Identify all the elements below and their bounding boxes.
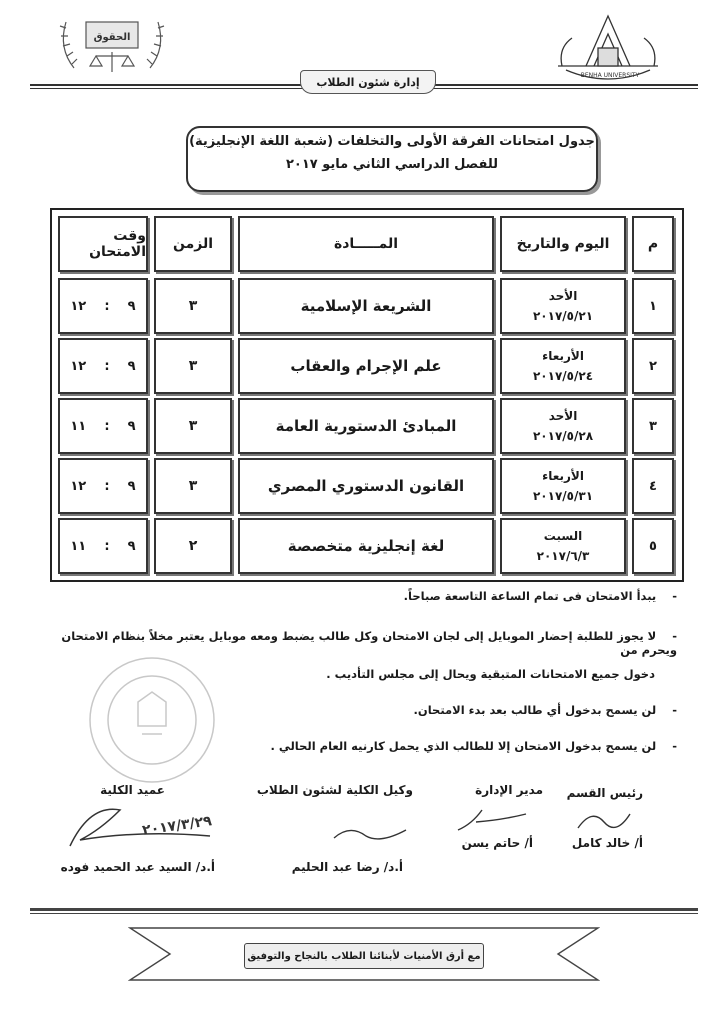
time-from: ٩	[127, 418, 136, 434]
sig-title-dean: عميد الكلية	[100, 783, 165, 797]
time-sep: :	[104, 298, 110, 314]
row-day-date	[500, 398, 626, 454]
note-item: -لن يسمح بدخول أي طالب بعد بدء الامتحان.	[413, 703, 677, 717]
row-day-date	[500, 278, 626, 334]
row-day: الأربعاء	[542, 349, 584, 363]
time-to: ١٢	[70, 298, 87, 314]
note-text: لا يجوز للطلبة إحضار الموبايل إلى لجان الامتحان وكل طالب يضبط ومعه موبايل يعتبر مخلاً بنظام الامتحان ويحرم من	[61, 629, 677, 657]
time-from: ٩	[127, 358, 136, 374]
row-time	[58, 518, 148, 574]
header-num: م	[632, 216, 674, 272]
logo-right-text: BENHA UNIVERSITY	[580, 72, 640, 79]
note-item: -يبدأ الامتحان فى تمام الساعة التاسعة صباحاً.	[403, 589, 677, 603]
table-row	[56, 518, 678, 574]
time-from: ٩	[127, 298, 136, 314]
time-sep: :	[104, 478, 110, 494]
signature-head	[574, 800, 634, 836]
row-day: الأحد	[548, 409, 578, 423]
sig-name-vice-dean: أ.د/ رضا عبد الحليم	[291, 860, 403, 874]
time-sep: :	[104, 418, 110, 434]
time-from: ٩	[127, 478, 136, 494]
table-row	[56, 278, 678, 334]
header-time: وقت الامتحان	[58, 216, 148, 272]
sig-title-head: رئيس القسم	[566, 786, 643, 800]
row-time	[58, 458, 148, 514]
row-subject: لغة إنجليزية متخصصة	[238, 518, 494, 574]
footer-rule	[30, 908, 698, 911]
note-item: -لا يجوز للطلبة إحضار الموبايل إلى لجان الامتحان وكل طالب يضبط ومعه موبايل يعتبر مخلاً بنظام الامتحان ويحرم من	[61, 629, 677, 657]
row-duration: ٣	[154, 278, 232, 334]
row-time	[58, 398, 148, 454]
note-item: -لن يسمح بدخول الامتحان إلا للطالب الذي يحمل كارنيه العام الحالي .	[270, 739, 677, 753]
row-duration: ٢	[154, 518, 232, 574]
table-header-row	[56, 216, 678, 272]
row-day-date	[500, 338, 626, 394]
row-subject: الشريعة الإسلامية	[238, 278, 494, 334]
row-num: ٤	[632, 458, 674, 514]
benha-university-logo	[548, 8, 668, 82]
row-duration: ٣	[154, 338, 232, 394]
time-from: ٩	[127, 538, 136, 554]
row-day-date	[500, 458, 626, 514]
faculty-of-law-logo	[52, 8, 172, 80]
time-to: ١٢	[70, 478, 87, 494]
row-day: الأربعاء	[542, 469, 584, 483]
table-row	[56, 458, 678, 514]
exam-schedule-table	[50, 208, 684, 582]
note-text: لن يسمح بدخول أي طالب بعد بدء الامتحان.	[413, 703, 657, 717]
document-title-box	[186, 126, 598, 192]
note-text: يبدأ الامتحان فى تمام الساعة التاسعة صباحاً.	[403, 589, 657, 603]
row-num: ١	[632, 278, 674, 334]
signature-director	[452, 800, 532, 836]
row-subject: المبادئ الدستورية العامة	[238, 398, 494, 454]
sig-name-dean: أ.د/ السيد عبد الحميد فوده	[60, 860, 215, 874]
time-to: ١١	[70, 538, 87, 554]
row-day-date	[500, 518, 626, 574]
row-date: ٢٠١٧/٥/٢٤	[532, 369, 594, 383]
row-day: الأحد	[548, 289, 578, 303]
sig-name-director: أ/ حاتم يسن	[461, 836, 533, 850]
table-row	[56, 398, 678, 454]
document-title: جدول امتحانات الفرقة الأولى والتخلفات (شعبة اللغة الإنجليزية)	[189, 134, 595, 149]
document-subtitle: للفصل الدراسي الثاني مايو ٢٠١٧	[285, 157, 499, 172]
official-stamp	[82, 650, 222, 790]
footer-rule-thin	[30, 913, 698, 914]
row-date: ٢٠١٧/٥/٣١	[532, 489, 594, 503]
row-time	[58, 278, 148, 334]
note-continuation: دخول جميع الامتحانات المتبقية ويحال إلى مجلس التأديب .	[326, 667, 655, 681]
row-num: ٢	[632, 338, 674, 394]
department-label: إدارة شئون الطلاب	[300, 70, 436, 94]
row-date: ٢٠١٧/٥/٢١	[532, 309, 594, 323]
handwritten-date: ٢٠١٧/٣/٢٩	[141, 813, 213, 839]
sig-title-director: مدير الإدارة	[475, 783, 543, 797]
row-date: ٢٠١٧/٦/٣	[536, 549, 590, 563]
note-text: لن يسمح بدخول الامتحان إلا للطالب الذي يحمل كارنيه العام الحالي .	[270, 739, 657, 753]
time-to: ١٢	[70, 358, 87, 374]
row-num: ٥	[632, 518, 674, 574]
time-sep: :	[104, 358, 110, 374]
row-day: السبت	[543, 529, 583, 543]
sig-name-head: أ/ خالد كامل	[571, 836, 643, 850]
signature-vice-dean	[330, 818, 410, 848]
header-subject: المـــــادة	[238, 216, 494, 272]
row-date: ٢٠١٧/٥/٢٨	[532, 429, 594, 443]
header-day-date: اليوم والتاريخ	[500, 216, 626, 272]
logo-left-text: الحقوق	[93, 32, 131, 43]
sig-title-vice-dean: وكيل الكلية لشئون الطلاب	[256, 783, 413, 797]
row-num: ٣	[632, 398, 674, 454]
row-duration: ٣	[154, 458, 232, 514]
table-row	[56, 338, 678, 394]
time-to: ١١	[70, 418, 87, 434]
row-subject: علم الإجرام والعقاب	[238, 338, 494, 394]
time-sep: :	[104, 538, 110, 554]
row-duration: ٣	[154, 398, 232, 454]
row-subject: القانون الدستوري المصري	[238, 458, 494, 514]
row-time	[58, 338, 148, 394]
header-duration: الزمن	[154, 216, 232, 272]
footer-message: مع أرق الأمنيات لأبنائنا الطلاب بالنجاح والتوفيق	[244, 943, 484, 969]
